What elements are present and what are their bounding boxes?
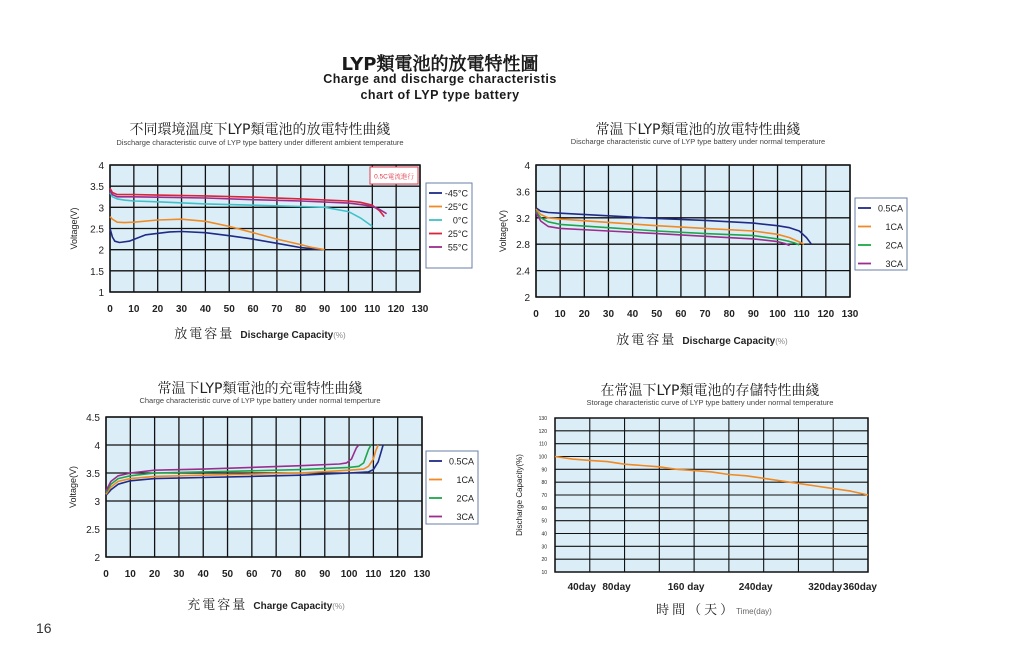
chart1-y-tick-label: 1.5 bbox=[90, 266, 104, 278]
chart2-x-tick-label: 70 bbox=[699, 309, 711, 320]
chart3-x-tick-label: 70 bbox=[270, 569, 282, 580]
chart3-x-tick-label: 50 bbox=[221, 569, 234, 580]
chart2-x-tick-label: 110 bbox=[793, 309, 810, 320]
chart4-y-tick-label: 100 bbox=[538, 454, 547, 461]
chart1-x-tick-label: 0 bbox=[107, 304, 113, 315]
chart2-y-axis-label: Voltage(V) bbox=[498, 209, 508, 253]
chart4-y-tick-label: 90 bbox=[541, 467, 547, 474]
chart3-x-tick-label: 30 bbox=[173, 569, 185, 580]
chart4-title: 在常温下LYP類電池的存儲特性曲綫 bbox=[600, 383, 820, 399]
chart1-y-axis-label: Voltage(V) bbox=[69, 207, 79, 250]
chart4-y-tick-label: 60 bbox=[541, 505, 547, 512]
page-subtitle-line2: chart of LYP type battery bbox=[360, 88, 520, 102]
chart1-y-tick-label: 1 bbox=[98, 288, 104, 299]
chart1-x-tick-label: 10 bbox=[128, 304, 140, 315]
chart3-plot-area bbox=[106, 417, 422, 557]
chart3-legend-label: 2CA bbox=[456, 493, 474, 504]
chart4-y-tick-label: 20 bbox=[541, 557, 547, 564]
chart4-x-tick-label: 40day bbox=[567, 582, 596, 593]
chart2-y-tick-label: 3.6 bbox=[516, 187, 530, 199]
chart4-y-tick-label: 70 bbox=[541, 493, 547, 499]
chart4-x-tick-label: 320day bbox=[808, 582, 843, 593]
chart2-y-tick-label: 2.8 bbox=[516, 240, 530, 252]
chart2-x-tick-label: 0 bbox=[533, 309, 539, 320]
chart3-legend-label: 1CA bbox=[456, 475, 474, 485]
chart1-legend-label: 25°C bbox=[447, 229, 468, 239]
chart3-y-axis-label: Voltage(V) bbox=[68, 465, 78, 509]
chart3-x-tick-label: 100 bbox=[340, 569, 358, 580]
chart1-legend-label: 55°C bbox=[447, 242, 468, 253]
chart1-x-tick-label: 30 bbox=[175, 304, 188, 315]
chart4-y-tick-label: 130 bbox=[538, 416, 547, 422]
chart3-x-tick-label: 20 bbox=[149, 569, 161, 580]
chart2-x-tick-label: 20 bbox=[578, 309, 590, 320]
chart2-x-tick-label: 90 bbox=[747, 309, 759, 320]
chart3-legend-label: 3CA bbox=[456, 512, 474, 522]
chart3-x-tick-label: 130 bbox=[413, 569, 431, 580]
chart4-y-axis-label: Discharge Capacity(%) bbox=[515, 454, 524, 536]
chart1-x-tick-label: 50 bbox=[223, 304, 235, 315]
chart3-y-tick-label: 2.5 bbox=[86, 525, 100, 536]
chart2-x-tick-label: 40 bbox=[627, 309, 639, 320]
chart1-x-tick-label: 60 bbox=[247, 304, 259, 315]
chart2-x-tick-label: 130 bbox=[841, 309, 859, 320]
chart1-y-tick-label: 4 bbox=[98, 161, 104, 172]
chart1-annotation-text: 0.5C電流進行 bbox=[374, 173, 414, 181]
chart3-x-tick-label: 10 bbox=[124, 569, 136, 580]
chart4-y-tick-label: 120 bbox=[538, 428, 547, 435]
chart4-y-tick-label: 80 bbox=[541, 480, 547, 487]
chart4-y-tick-label: 30 bbox=[541, 544, 547, 551]
chart1-x-tick-label: 20 bbox=[152, 304, 164, 315]
chart1-x-tick-label: 120 bbox=[387, 304, 405, 315]
chart3-x-tick-label: 120 bbox=[389, 569, 407, 580]
chart1-x-axis-label: 放電容量 Discharge Capacity(%) bbox=[174, 327, 346, 342]
chart2-title: 常温下LYP類電池的放電特性曲綫 bbox=[595, 122, 801, 138]
chart3-y-tick-label: 4.5 bbox=[86, 413, 100, 424]
page-title: LYP類電池的放電特性圖 bbox=[341, 54, 539, 75]
chart4-subtitle: Storage characteristic curve of LYP type battery under normal temperature bbox=[586, 398, 834, 407]
chart1-x-tick-label: 40 bbox=[199, 304, 211, 315]
chart1-title: 不同環境溫度下LYP類電池的放電特性曲綫 bbox=[129, 122, 391, 138]
chart3-subtitle: Charge characteristic curve of LYP type battery under normal temperture bbox=[139, 396, 381, 405]
chart2-x-tick-label: 30 bbox=[602, 309, 615, 320]
chart3-title: 常温下LYP類電池的充電特性曲綫 bbox=[157, 381, 363, 397]
chart1-x-tick-label: 90 bbox=[319, 304, 331, 315]
chart4-y-tick-label: 50 bbox=[541, 518, 547, 525]
chart1-x-tick-label: 100 bbox=[340, 304, 357, 315]
page-number: 16 bbox=[36, 620, 52, 636]
chart1-x-tick-label: 70 bbox=[271, 304, 283, 315]
chart2-legend-label: 0.5CA bbox=[877, 203, 903, 214]
chart4-x-tick-label: 80day bbox=[602, 582, 631, 593]
chart3-x-tick-label: 80 bbox=[294, 569, 307, 580]
chart2-legend-label: 1CA bbox=[885, 222, 903, 232]
chart4-x-tick-label: 240day bbox=[738, 582, 773, 593]
chart1-legend-label: 0°C bbox=[452, 215, 468, 226]
chart1-y-tick-label: 3.5 bbox=[90, 182, 104, 194]
page-subtitle-line1: Charge and discharge characteristis bbox=[323, 72, 557, 86]
chart1-y-tick-label: 2 bbox=[98, 245, 104, 257]
chart3-x-tick-label: 40 bbox=[197, 569, 209, 580]
chart4-x-tick-label: 160 day bbox=[667, 582, 705, 593]
chart1-x-tick-label: 110 bbox=[364, 304, 381, 315]
chart2-x-tick-label: 100 bbox=[769, 309, 786, 320]
chart4-y-tick-label: 110 bbox=[539, 441, 547, 448]
chart2-x-axis-label: 放電容量 Discharge Capacity(%) bbox=[616, 333, 788, 348]
chart4-y-tick-label: 10 bbox=[541, 570, 547, 576]
chart2-x-tick-label: 10 bbox=[554, 309, 566, 320]
chart4-x-axis-label: 時間（天）Time(day) bbox=[656, 603, 772, 618]
chart3-y-tick-label: 4 bbox=[94, 441, 100, 452]
chart3-x-tick-label: 60 bbox=[246, 569, 258, 580]
chart2-y-tick-label: 2.4 bbox=[516, 266, 530, 278]
chart1-y-tick-label: 2.5 bbox=[90, 224, 104, 236]
chart3-x-tick-label: 110 bbox=[365, 569, 382, 580]
chart2-y-tick-label: 3.2 bbox=[516, 213, 530, 225]
chart2-y-tick-label: 4 bbox=[524, 161, 530, 172]
chart3-legend-label: 0.5CA bbox=[448, 456, 474, 467]
chart2-subtitle: Discharge characteristic curve of LYP type battery under normal temperature bbox=[570, 137, 826, 146]
chart3-x-axis-label: 充電容量 Charge Capacity(%) bbox=[187, 598, 345, 613]
chart2-x-tick-label: 60 bbox=[675, 309, 687, 320]
chart4-y-tick-label: 40 bbox=[541, 531, 547, 538]
chart3-x-tick-label: 90 bbox=[319, 569, 331, 580]
chart1-x-tick-label: 130 bbox=[411, 304, 429, 315]
chart4-x-tick-label: 360day bbox=[843, 582, 877, 593]
chart1-x-tick-label: 80 bbox=[295, 304, 307, 315]
chart1-legend-label: -25°C bbox=[444, 202, 468, 212]
chart2-y-tick-label: 2 bbox=[524, 293, 530, 304]
chart2-x-tick-label: 120 bbox=[817, 309, 835, 320]
chart1-legend-label: -45°C bbox=[444, 188, 468, 199]
chart2-legend-label: 3CA bbox=[885, 259, 903, 269]
chart3-x-tick-label: 0 bbox=[103, 569, 109, 580]
chart2-x-tick-label: 50 bbox=[651, 309, 663, 320]
chart3-y-tick-label: 3.5 bbox=[86, 469, 100, 480]
chart3-y-tick-label: 3 bbox=[94, 497, 100, 508]
chart2-legend-label: 2CA bbox=[885, 240, 903, 251]
chart1-subtitle: Discharge characteristic curve of LYP type battery under different ambient temperature bbox=[116, 138, 404, 147]
chart2-plot-area bbox=[536, 165, 850, 297]
chart2-x-tick-label: 80 bbox=[723, 309, 735, 320]
chart1-y-tick-label: 3 bbox=[98, 203, 104, 215]
chart3-y-tick-label: 2 bbox=[94, 553, 100, 564]
